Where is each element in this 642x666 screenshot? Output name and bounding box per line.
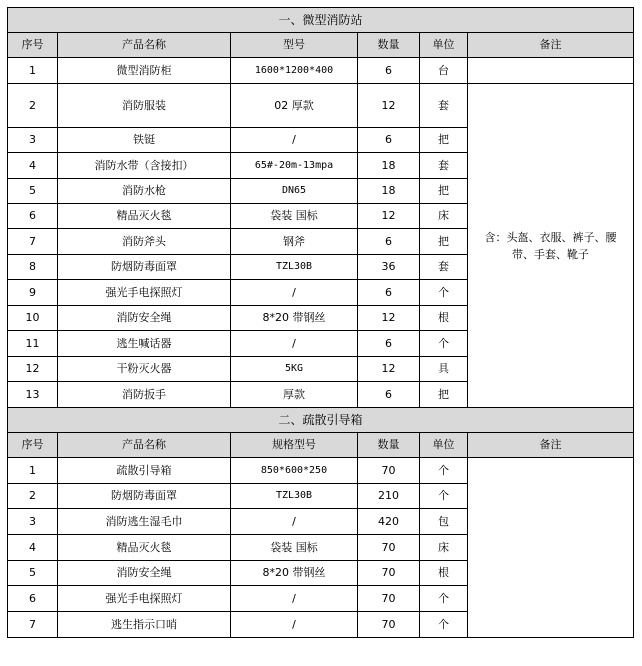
product-model: DN65	[231, 179, 358, 204]
product-name: 防烟防毒面罩	[58, 484, 231, 509]
column-header: 备注	[468, 33, 634, 58]
column-header: 备注	[468, 433, 634, 458]
quantity: 70	[358, 458, 420, 484]
quantity: 12	[358, 357, 420, 382]
product-name: 铁铤	[58, 128, 231, 153]
product-name: 精品灭火毯	[58, 204, 231, 229]
column-header: 数量	[358, 433, 420, 458]
product-name: 消防逃生湿毛巾	[58, 509, 231, 535]
remark-cell: 含：头盔、衣服、裤子、腰带、手套、靴子	[468, 84, 634, 408]
table-row	[8, 84, 634, 128]
unit: 根	[420, 561, 468, 586]
column-header: 型号	[231, 33, 358, 58]
product-model: /	[231, 612, 358, 638]
row-number: 7	[8, 612, 58, 638]
row-number: 8	[8, 255, 58, 280]
unit: 个	[420, 484, 468, 509]
quantity: 6	[358, 58, 420, 84]
product-name: 逃生喊话器	[58, 331, 231, 357]
quantity: 6	[358, 331, 420, 357]
product-name: 微型消防柜	[58, 58, 231, 84]
product-model: 5KG	[231, 357, 358, 382]
row-number: 1	[8, 58, 58, 84]
quantity: 18	[358, 153, 420, 179]
row-number: 2	[8, 84, 58, 128]
section-title: 一、微型消防站	[8, 8, 634, 33]
header-row	[8, 433, 634, 458]
product-name: 消防安全绳	[58, 306, 231, 331]
product-name: 强光手电探照灯	[58, 586, 231, 612]
column-header: 数量	[358, 33, 420, 58]
product-model: 850*600*250	[231, 458, 358, 484]
product-model: TZL30B	[231, 484, 358, 509]
quantity: 70	[358, 561, 420, 586]
unit: 把	[420, 128, 468, 153]
product-model: 厚款	[231, 382, 358, 408]
product-model: /	[231, 586, 358, 612]
unit: 个	[420, 612, 468, 638]
product-name: 逃生指示口哨	[58, 612, 231, 638]
row-number: 2	[8, 484, 58, 509]
row-number: 4	[8, 153, 58, 179]
product-name: 消防水枪	[58, 179, 231, 204]
product-model: /	[231, 509, 358, 535]
section-title: 二、疏散引导箱	[8, 408, 634, 433]
unit: 个	[420, 458, 468, 484]
row-number: 11	[8, 331, 58, 357]
unit: 个	[420, 331, 468, 357]
quantity: 70	[358, 612, 420, 638]
row-number: 4	[8, 535, 58, 561]
unit: 床	[420, 535, 468, 561]
row-number: 1	[8, 458, 58, 484]
product-name: 消防扳手	[58, 382, 231, 408]
product-name: 疏散引导箱	[58, 458, 231, 484]
product-name: 干粉灭火器	[58, 357, 231, 382]
row-number: 5	[8, 179, 58, 204]
row-number: 13	[8, 382, 58, 408]
row-number: 6	[8, 586, 58, 612]
inventory-table	[7, 7, 634, 638]
quantity: 12	[358, 306, 420, 331]
quantity: 36	[358, 255, 420, 280]
row-number: 7	[8, 229, 58, 255]
inventory-table-body	[8, 8, 634, 638]
unit: 台	[420, 58, 468, 84]
product-model: 袋装 国标	[231, 204, 358, 229]
product-model: /	[231, 280, 358, 306]
product-name: 防烟防毒面罩	[58, 255, 231, 280]
table-row	[8, 58, 634, 84]
product-model: TZL30B	[231, 255, 358, 280]
unit: 套	[420, 84, 468, 128]
table-row	[8, 458, 634, 484]
product-model: 钢斧	[231, 229, 358, 255]
row-number: 5	[8, 561, 58, 586]
section-title-row	[8, 408, 634, 433]
unit: 个	[420, 586, 468, 612]
row-number: 6	[8, 204, 58, 229]
remark-cell	[468, 458, 634, 638]
quantity: 70	[358, 535, 420, 561]
row-number: 9	[8, 280, 58, 306]
product-model: 8*20 带钢丝	[231, 306, 358, 331]
product-name: 消防服装	[58, 84, 231, 128]
column-header: 单位	[420, 433, 468, 458]
unit: 把	[420, 229, 468, 255]
product-name: 消防安全绳	[58, 561, 231, 586]
unit: 包	[420, 509, 468, 535]
column-header: 规格型号	[231, 433, 358, 458]
quantity: 12	[358, 84, 420, 128]
column-header: 序号	[8, 433, 58, 458]
row-number: 12	[8, 357, 58, 382]
unit: 床	[420, 204, 468, 229]
unit: 套	[420, 255, 468, 280]
product-model: 1600*1200*400	[231, 58, 358, 84]
row-number: 10	[8, 306, 58, 331]
unit: 套	[420, 153, 468, 179]
column-header: 单位	[420, 33, 468, 58]
quantity: 6	[358, 229, 420, 255]
unit: 把	[420, 382, 468, 408]
row-number: 3	[8, 128, 58, 153]
row-number: 3	[8, 509, 58, 535]
quantity: 70	[358, 586, 420, 612]
quantity: 6	[358, 280, 420, 306]
product-model: 02 厚款	[231, 84, 358, 128]
product-name: 消防斧头	[58, 229, 231, 255]
column-header: 产品名称	[58, 433, 231, 458]
product-model: 8*20 带钢丝	[231, 561, 358, 586]
quantity: 12	[358, 204, 420, 229]
product-model: 65#-20m-13mpa	[231, 153, 358, 179]
header-row	[8, 33, 634, 58]
unit: 个	[420, 280, 468, 306]
product-name: 精品灭火毯	[58, 535, 231, 561]
column-header: 产品名称	[58, 33, 231, 58]
quantity: 6	[358, 128, 420, 153]
product-model: 袋装 国标	[231, 535, 358, 561]
unit: 根	[420, 306, 468, 331]
product-model: /	[231, 331, 358, 357]
product-name: 消防水带（含接扣）	[58, 153, 231, 179]
unit: 把	[420, 179, 468, 204]
remark-cell	[468, 58, 634, 84]
quantity: 420	[358, 509, 420, 535]
quantity: 210	[358, 484, 420, 509]
product-name: 强光手电探照灯	[58, 280, 231, 306]
section-title-row	[8, 8, 634, 33]
quantity: 18	[358, 179, 420, 204]
unit: 具	[420, 357, 468, 382]
quantity: 6	[358, 382, 420, 408]
column-header: 序号	[8, 33, 58, 58]
product-model: /	[231, 128, 358, 153]
